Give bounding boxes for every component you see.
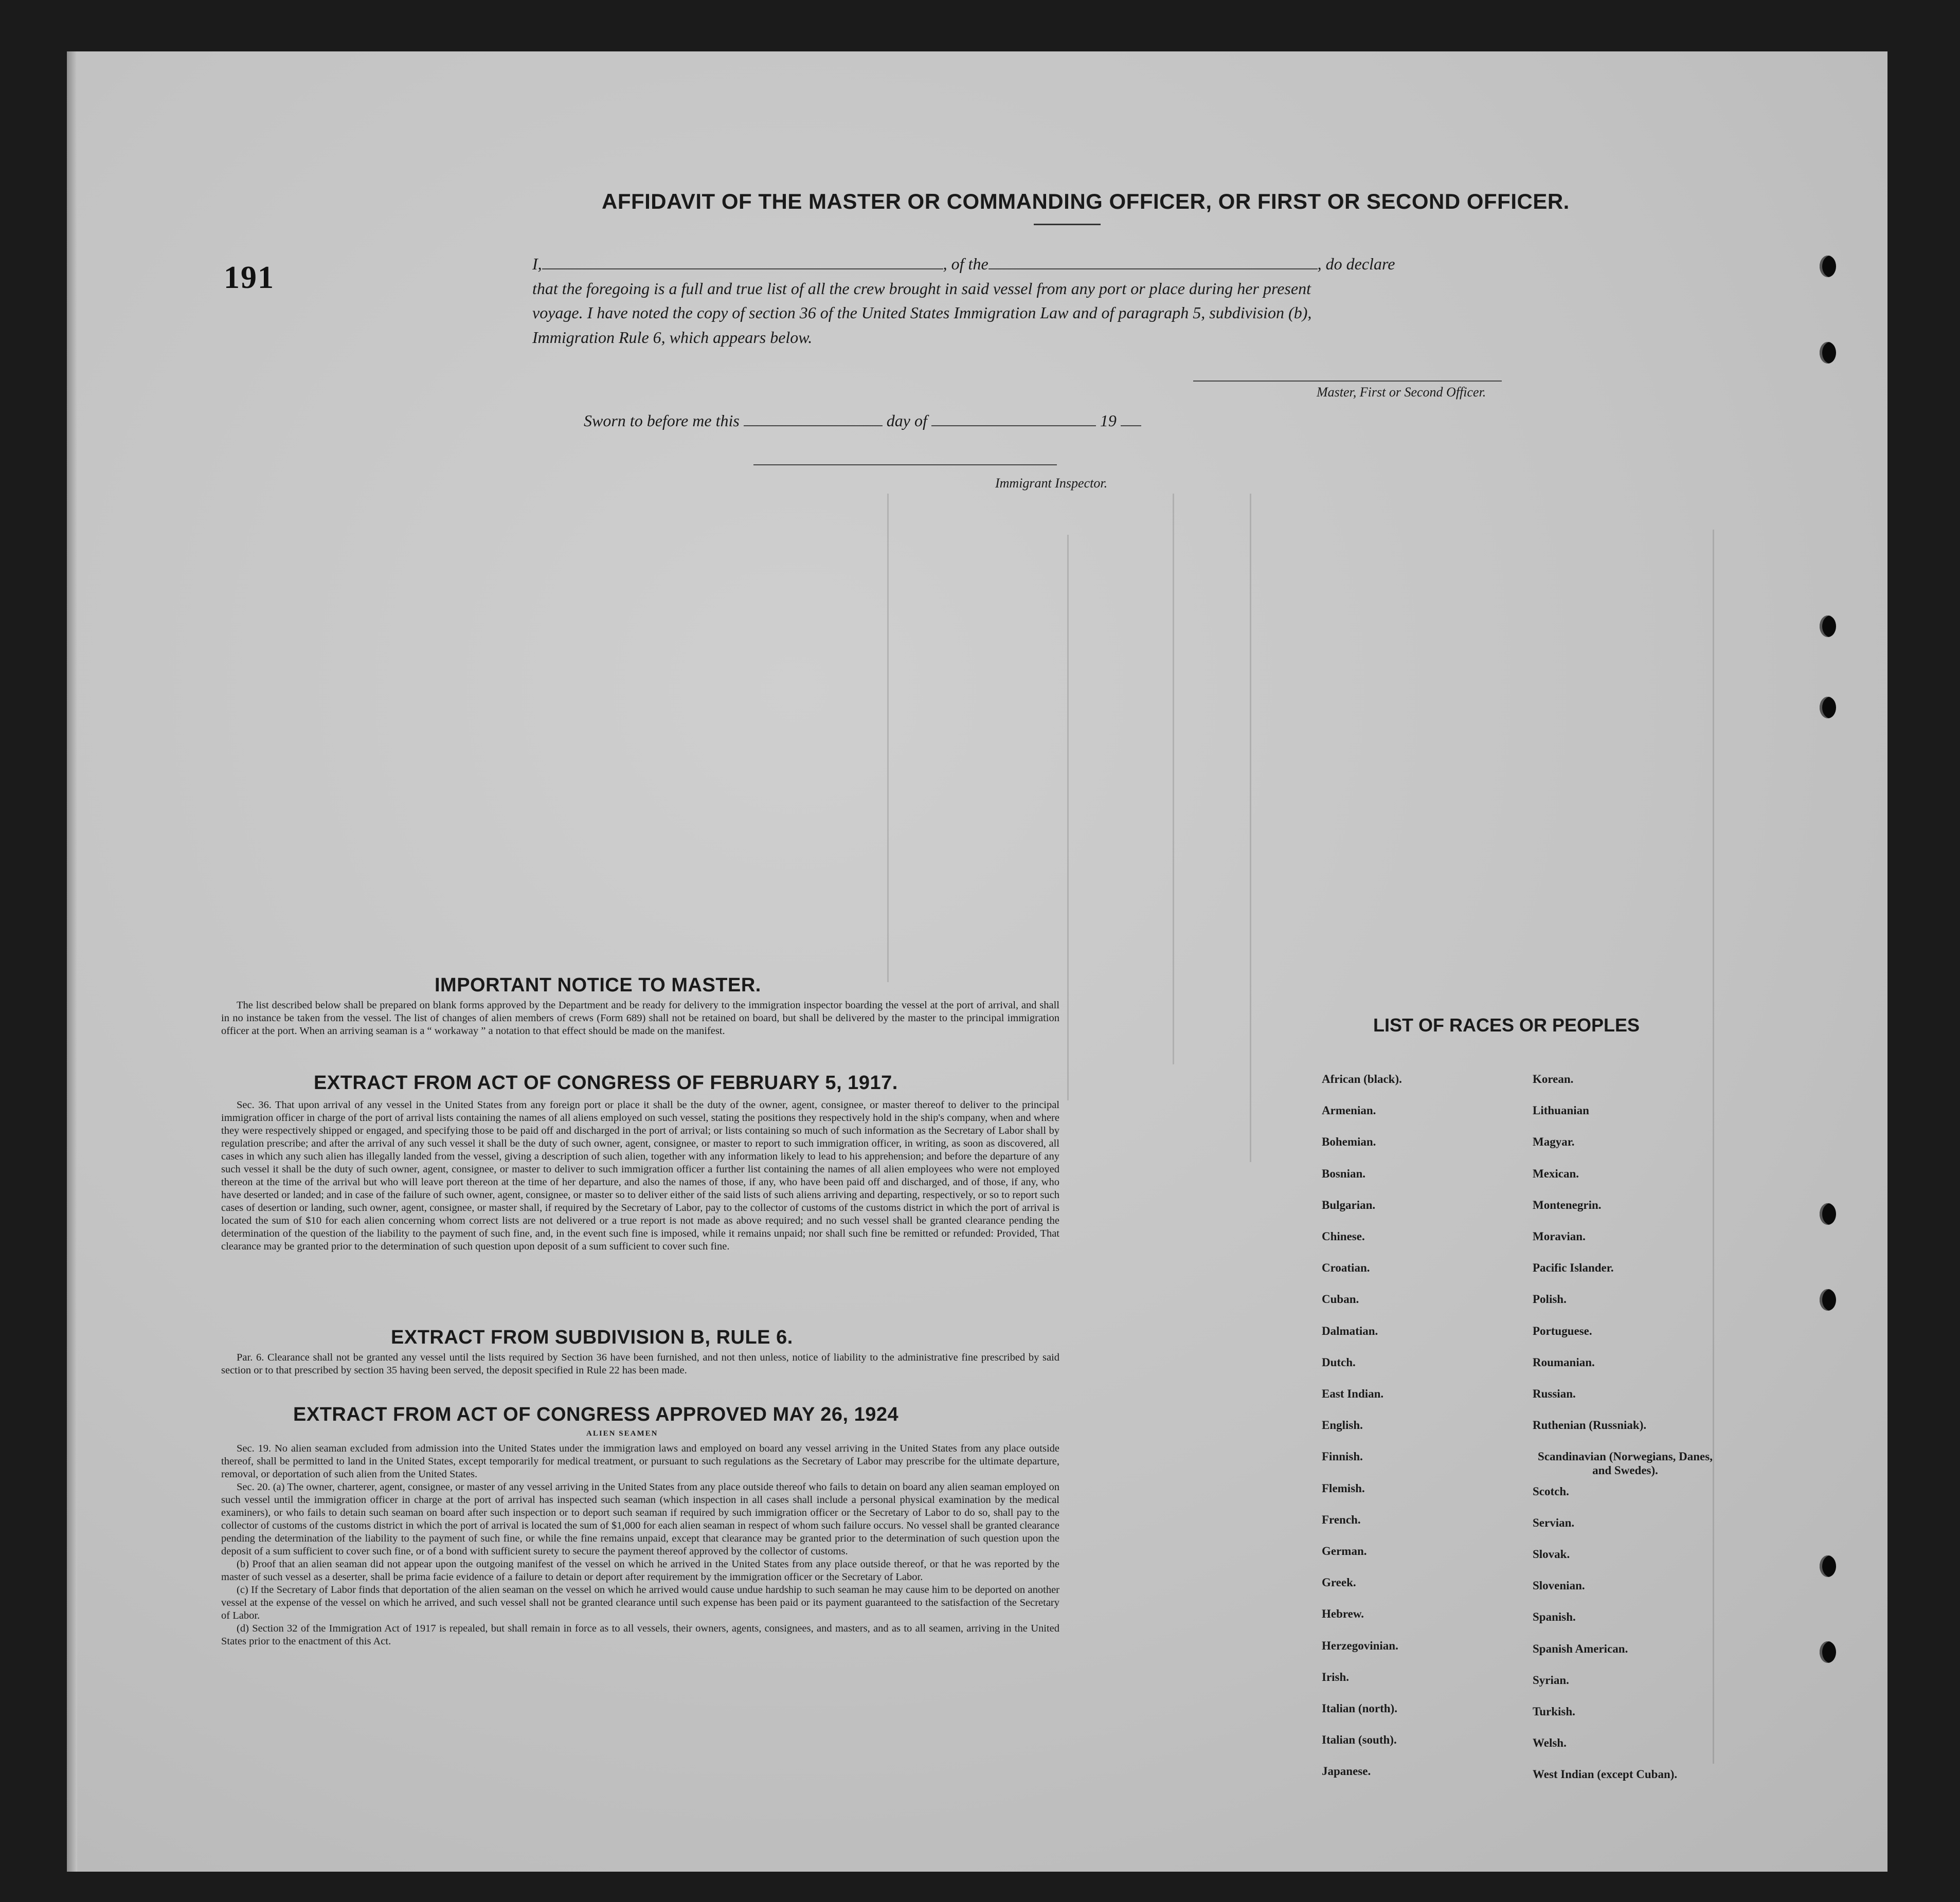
bleed-through-rule bbox=[1067, 535, 1069, 1100]
inspector-label: Immigrant Inspector. bbox=[995, 476, 1108, 491]
master-signature-line[interactable] bbox=[1193, 381, 1502, 382]
race-item: Mexican. bbox=[1533, 1167, 1579, 1180]
sworn-day: day of bbox=[886, 411, 927, 430]
race-item: Armenian. bbox=[1322, 1104, 1376, 1117]
binder-hole bbox=[1820, 697, 1836, 718]
race-item: Spanish. bbox=[1533, 1610, 1576, 1624]
affidavit-declare: , do declare bbox=[1317, 255, 1395, 273]
race-item: Montenegrin. bbox=[1533, 1198, 1602, 1211]
affidavit-line-2: that the foregoing is a full and true list of all the crew brought in said vessel from any port or place during her present bbox=[532, 279, 1311, 298]
affidavit-i: I, bbox=[532, 255, 542, 273]
races-title: LIST OF RACES OR PEOPLES bbox=[1373, 1015, 1640, 1036]
bleed-through-rule bbox=[1250, 494, 1251, 1162]
affidavit-title: AFFIDAVIT OF THE MASTER OR COMMANDING OFFICER, OR FIRST OR SECOND OFFICER. bbox=[602, 189, 1570, 213]
race-item: Dalmatian. bbox=[1322, 1324, 1378, 1337]
affidavit-of-the: , of the bbox=[943, 255, 988, 273]
extract-rule6-title: EXTRACT FROM SUBDIVISION B, RULE 6. bbox=[391, 1327, 793, 1348]
race-item: Flemish. bbox=[1322, 1481, 1365, 1495]
binder-hole bbox=[1820, 1203, 1836, 1225]
race-item: English. bbox=[1322, 1419, 1363, 1432]
binder-hole bbox=[1820, 615, 1836, 637]
extract-1924-sec20a: Sec. 20. (a) The owner, charterer, agent, consignee, or master of any vessel arriving in the United States from any place outside thereof who fails to detain on board any alien seaman employed on such vessel until the immigration officer in charge at the port of arrival has inspected such seaman (which inspection in all cases shall include a personal physical examination by the medical examiners), or who fails to detain such seaman on board after such inspection or to deport such seaman if required by such immigration officer or the Secretary of Labor to do so, shall pay to the collector of customs of the customs district in which the port of arrival is located the sum of $1,000 for each alien seaman in respect of whom such failure occurs. No vessel shall be granted clearance pending the determination of the liability to the payment of such fine, or while the fine remains unpaid, except that clearance may be granted prior to the determination of such question upon the deposit of a sum sufficient to cover such fine, or of a bond with sufficient surety to secure the payment thereof approved by the collector of customs. bbox=[221, 1481, 1059, 1557]
bleed-through-rule bbox=[1713, 530, 1714, 1764]
vessel-blank[interactable] bbox=[988, 268, 1318, 269]
page-edge-shadow bbox=[67, 51, 77, 1872]
race-item: Irish. bbox=[1322, 1670, 1350, 1683]
race-item: Korean. bbox=[1533, 1073, 1574, 1085]
race-item: Greek. bbox=[1322, 1576, 1356, 1589]
race-item: Slovak. bbox=[1533, 1548, 1570, 1561]
race-item: West Indian (except Cuban). bbox=[1533, 1768, 1678, 1781]
extract-1924-title: EXTRACT FROM ACT OF CONGRESS APPROVED MAY 26, 1924 bbox=[293, 1404, 899, 1425]
inspector-signature-line[interactable] bbox=[753, 464, 1057, 465]
sworn-line bbox=[584, 411, 1141, 430]
race-item: African (black). bbox=[1322, 1073, 1402, 1085]
extract-1917-text: Sec. 36. That upon arrival of any vessel in the United States from any foreign port or place it shall be the duty of the owner, agent, consignee, or master thereof to deliver to the principal immigration officer in charge of the port of arrival lists containing the names of all aliens employed on such vessel, stating the positions they respectively hold in the ship's company, when and where they were respectively shipped or engaged, and specifying those to be paid off and discharged in the port of arrival; or lists containing so much of such information as the Secretary of Labor shall by regulation prescribe; and after the arrival of any such vessel it shall be the duty of such owner, agent, consignee, or master to report to such immigration officer, in writing, as soon as discovered, all cases in which any such alien has illegally landed from the vessel, giving a description of such alien, together with any information likely to lead to his apprehension; and before the departure of any such vessel it shall be the duty of such owner, agent, consignee, or master to deliver to such immigration officer a further list containing the names of all alien employees who were not employed thereon at the time of the arrival but who will leave port thereon at the time of her departure, and also the names of those, if any, who have been paid off and discharged, and of those, if any, who have deserted or landed; and in case of the failure of such owner, agent, consignee, or master so to deliver either of the said lists of such aliens arriving and departing, respectively, or so to report such cases of desertion or landing, such owner, agent, consignee, or master shall, if required by the Secretary of Labor, pay to the collector of customs of the customs district in which the port of arrival is located the sum of $10 for each alien concerning whom correct lists are not delivered or a true report is not made as above required; and no such vessel shall be granted clearance pending the determination of the question of the liability to the payment of such fine, and, in the event such fine is imposed, while it remains unpaid; nor shall such fine be remitted or refunded: Provided, That clearance may be granted prior to the determination of such question upon deposit of a sum sufficient to cover such fine. bbox=[221, 1099, 1059, 1252]
race-item: Polish. bbox=[1533, 1293, 1567, 1306]
race-item: Japanese. bbox=[1322, 1765, 1371, 1778]
race-item: Italian (south). bbox=[1322, 1733, 1397, 1747]
race-item: Bosnian. bbox=[1322, 1167, 1366, 1180]
sworn-month-blank[interactable] bbox=[931, 425, 1096, 426]
notice-text: The list described below shall be prepared on blank forms approved by the Department and be ready for delivery to the immigration inspector boarding the vessel at the port of arrival, and shall in no instance be taken from the vessel. The list of changes of alien members of crews (Form 689) shall not be retained on board, but shall be delivered by the master to the principal immigration officer at the port. When an arriving seaman is a “ workaway ” a notation to that effect should be made on the manifest. bbox=[221, 1000, 1059, 1037]
race-item: Ruthenian (Russniak). bbox=[1533, 1419, 1647, 1432]
extract-1924-sec19: Sec. 19. No alien seaman excluded from admission into the United States under the immigration laws and employed on board any vessel arriving in the United States from any place outside thereof, shall be permitted to land in the United States, except temporarily for medical treatment, or pursuant to such regulations as the Secretary of Labor may prescribe for the ultimate departure, removal, or deportation of such alien from the United States. bbox=[221, 1443, 1059, 1480]
binder-hole bbox=[1820, 1555, 1836, 1577]
affidavit-line-4: Immigration Rule 6, which appears below. bbox=[532, 328, 813, 347]
race-item: Lithuanian bbox=[1533, 1104, 1589, 1117]
race-item: Bohemian. bbox=[1322, 1135, 1376, 1149]
race-item: Pacific Islander. bbox=[1533, 1261, 1614, 1275]
extract-1924-subtitle: ALIEN SEAMEN bbox=[586, 1429, 658, 1438]
race-item: Turkish. bbox=[1533, 1705, 1575, 1718]
race-item: Magyar. bbox=[1533, 1135, 1575, 1149]
document-sheet bbox=[67, 51, 1887, 1872]
race-item: Slovenian. bbox=[1533, 1579, 1585, 1592]
binder-hole bbox=[1820, 256, 1836, 277]
race-item: Syrian. bbox=[1533, 1673, 1569, 1687]
race-item: Moravian. bbox=[1533, 1230, 1586, 1243]
race-item: Spanish American. bbox=[1533, 1642, 1628, 1655]
race-item: Croatian. bbox=[1322, 1261, 1370, 1275]
race-item: Welsh. bbox=[1533, 1736, 1567, 1750]
race-item: Chinese. bbox=[1322, 1230, 1365, 1243]
race-item: Scotch. bbox=[1533, 1484, 1569, 1498]
race-item: German. bbox=[1322, 1545, 1367, 1557]
race-item: Bulgarian. bbox=[1322, 1198, 1376, 1211]
binder-hole bbox=[1820, 1289, 1836, 1311]
extract-1917-title: EXTRACT FROM ACT OF CONGRESS OF FEBRUARY 5, 1917. bbox=[314, 1072, 898, 1094]
notice-title: IMPORTANT NOTICE TO MASTER. bbox=[435, 974, 761, 996]
affidavit-line-1 bbox=[532, 255, 1395, 274]
race-item: Finnish. bbox=[1322, 1450, 1363, 1463]
sworn-year-blank[interactable] bbox=[1121, 425, 1141, 426]
binder-hole bbox=[1820, 1641, 1836, 1663]
extract-rule6-text: Par. 6. Clearance shall not be granted any vessel until the lists required by Section 36 have been furnished, and not then unless, notice of liability to the administrative fine prescribed by said section or to that prescribed by section 35 having been served, the deposit specified in Rule 22 has been made. bbox=[221, 1352, 1059, 1376]
extract-1924-sec20b: (b) Proof that an alien seaman did not appear upon the outgoing manifest of the vessel on which he arrived in the United States from any place outside thereof, or that he was reported by the master of such vessel as a deserter, shall be prima facie evidence of a failure to detain or deport after requirement by the immigration officer or the Secretary of Labor. bbox=[221, 1559, 1059, 1583]
race-item: Herzegovinian. bbox=[1322, 1639, 1398, 1652]
race-item: Italian (north). bbox=[1322, 1702, 1397, 1715]
bleed-through-rule bbox=[887, 494, 889, 982]
race-item: Cuban. bbox=[1322, 1293, 1359, 1306]
binder-hole bbox=[1820, 342, 1836, 364]
race-item: French. bbox=[1322, 1513, 1361, 1526]
race-item: Hebrew. bbox=[1322, 1607, 1364, 1621]
race-item: Dutch. bbox=[1322, 1355, 1356, 1369]
extract-1924-sec20d: (d) Section 32 of the Immigration Act of 1917 is repealed, but shall remain in force as to all vessels, their owners, agents, consignees, and masters, and as to all seamen, arriving in the United States prior to the enactment of this Act. bbox=[221, 1623, 1059, 1647]
race-item: Russian. bbox=[1533, 1387, 1576, 1400]
race-item: Roumanian. bbox=[1533, 1355, 1595, 1369]
sworn-year: 19 bbox=[1100, 411, 1117, 430]
race-item: Scandinavian (Norwegians, Danes, and Swedes). bbox=[1538, 1450, 1713, 1477]
extract-1924-sec20c: (c) If the Secretary of Labor finds that deportation of the alien seaman on the vessel on which he arrived would cause undue hardship to such seaman he may cause him to be deported on another vessel at the expense of the vessel on which he arrived, and such vessel shall not be granted clearance until such expense has been paid or its payment guaranteed to the satisfaction of the Secretary of Labor. bbox=[221, 1584, 1059, 1621]
page-number: 191 bbox=[224, 260, 275, 295]
extract-1924-body bbox=[221, 1442, 1059, 1648]
affidavit-line-3: voyage. I have noted the copy of section 36 of the United States Immigration Law and of paragraph 5, subdivision (b), bbox=[532, 303, 1312, 322]
race-item: East Indian. bbox=[1322, 1387, 1384, 1400]
title-rule bbox=[1034, 224, 1101, 225]
sworn-date-blank[interactable] bbox=[744, 425, 883, 426]
bleed-through-rule bbox=[1173, 494, 1174, 1064]
race-item: Portuguese. bbox=[1533, 1324, 1592, 1337]
sworn-prefix: Sworn to before me this bbox=[584, 411, 740, 430]
name-blank[interactable] bbox=[542, 268, 943, 269]
master-signature-label: Master, First or Second Officer. bbox=[1317, 385, 1486, 400]
race-item: Servian. bbox=[1533, 1516, 1575, 1529]
